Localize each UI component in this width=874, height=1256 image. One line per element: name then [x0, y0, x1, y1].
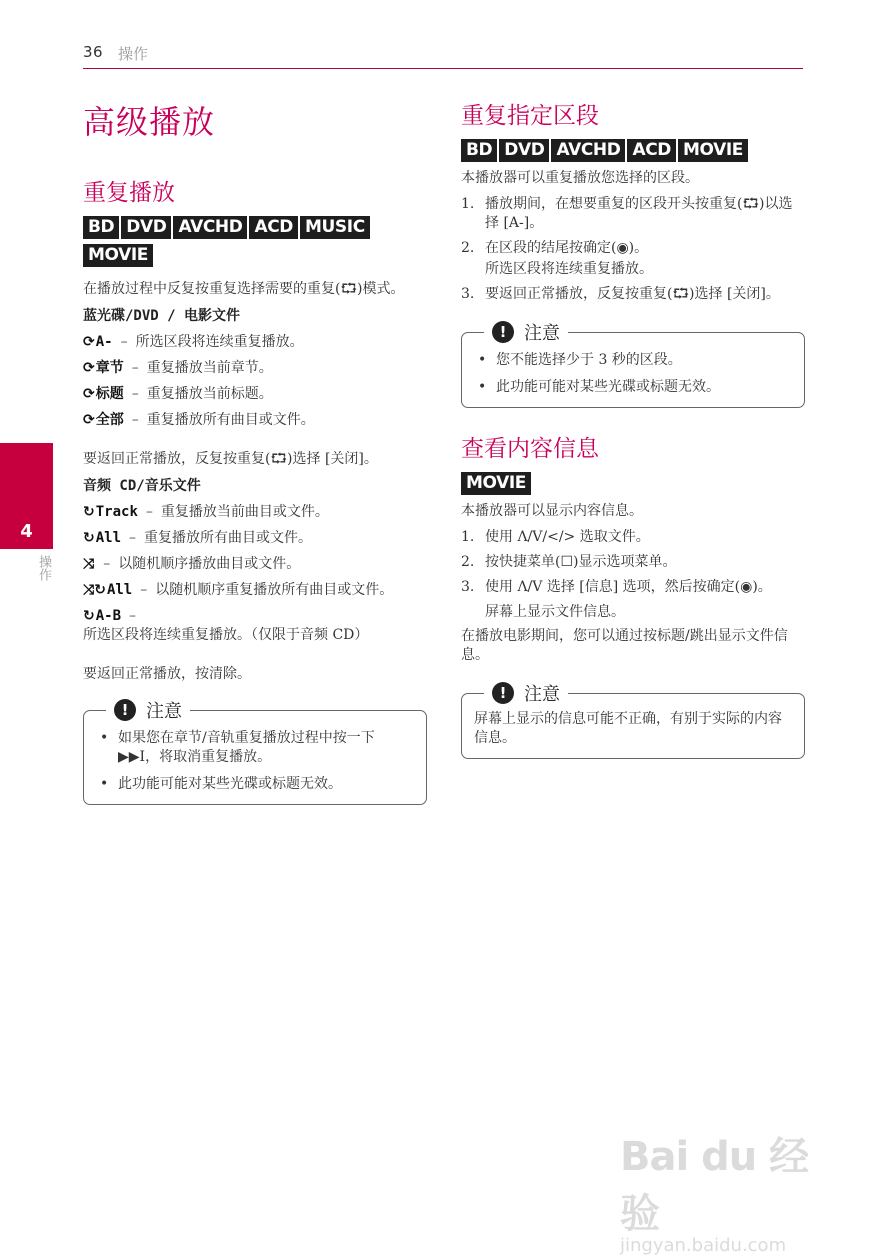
- note-title: 注意: [524, 323, 560, 344]
- item-separator: –: [131, 412, 139, 428]
- step-item: [461, 285, 805, 304]
- step-number: 1.: [461, 196, 475, 212]
- item-text: 重复播放所有曲目或文件。: [146, 412, 315, 428]
- item-separator: –: [131, 386, 139, 402]
- note-title: 注意: [146, 701, 182, 722]
- badge-bd: BD: [461, 139, 497, 162]
- note-item: • 此功能可能对某些光碟或标题无效。: [474, 378, 794, 397]
- note-box: [461, 684, 805, 759]
- item-text: 所选区段将连续重复播放。: [135, 334, 304, 350]
- exclamation-icon: !: [492, 682, 514, 704]
- return-normal-text-2: 要返回正常播放，按清除。: [83, 666, 251, 682]
- step-text: 播放期间，在想要重复的区段开头按重复(⮔)以选择 [A-]。: [485, 196, 793, 231]
- media-badges: [83, 216, 427, 272]
- badge-acd: ACD: [627, 139, 676, 162]
- info-intro: 本播放器可以显示内容信息。: [461, 503, 643, 519]
- bd-subheading: 蓝光碟/DVD / 电影文件: [83, 308, 241, 324]
- step-text: 所选区段将连续重复播放。: [485, 261, 653, 277]
- item-text: 以随机顺序播放曲目或文件。: [118, 556, 301, 572]
- left-column: [83, 100, 427, 805]
- badge-movie: MOVIE: [83, 244, 153, 267]
- note-title: 注意: [524, 684, 560, 705]
- chapter-label: 操作: [36, 555, 51, 581]
- item-label: A-: [95, 334, 113, 350]
- item-text: 重复播放当前章节。: [146, 360, 273, 376]
- page-title: 高级播放: [83, 103, 216, 141]
- list-item: [83, 333, 427, 352]
- step-item: [461, 260, 805, 279]
- item-separator: –: [145, 504, 153, 520]
- shuffle-icon: ⤨: [83, 556, 95, 572]
- note-item: • 您不能选择少于 3 秒的区段。: [474, 351, 794, 370]
- step-number: 3.: [461, 579, 475, 595]
- media-badges: [461, 472, 805, 500]
- step-text: 使用 Λ/V/</> 选取文件。: [485, 529, 650, 545]
- badge-dvd: DVD: [121, 216, 171, 239]
- info-steps: [461, 528, 805, 597]
- repeat-track-icon: ↻: [83, 504, 95, 520]
- list-item: [83, 503, 427, 522]
- step-number: 1.: [461, 529, 475, 545]
- repeat-section-heading: 重复指定区段: [461, 103, 599, 129]
- badge-movie: MOVIE: [678, 139, 748, 162]
- item-text: 以随机顺序重复播放所有曲目或文件。: [155, 582, 394, 598]
- return-normal-text: 要返回正常播放，反复按重复(⮔)选择 [关闭]。: [83, 451, 378, 467]
- list-item: [83, 581, 427, 600]
- list-item: [83, 411, 427, 430]
- note-text: 屏幕上显示的信息可能不正确，有别于实际的内容信息。: [474, 711, 782, 746]
- item-label: 章节: [95, 360, 124, 376]
- header-section-title: 操作: [118, 45, 149, 63]
- repeat-all-icon: ↻: [83, 530, 95, 546]
- watermark-main: Bai du 经验: [620, 1134, 809, 1237]
- exclamation-icon: !: [492, 321, 514, 343]
- list-item: [83, 555, 427, 574]
- repeat-icon: ⟳: [83, 412, 95, 428]
- badge-bd: BD: [83, 216, 119, 239]
- item-separator: –: [120, 334, 128, 350]
- badge-dvd: DVD: [499, 139, 549, 162]
- item-label: A-B: [95, 608, 122, 624]
- step-item: [461, 239, 805, 258]
- step-item: [461, 528, 805, 547]
- item-text: 重复播放当前标题。: [146, 386, 273, 402]
- badge-avchd: AVCHD: [551, 139, 625, 162]
- info-section-heading: 查看内容信息: [461, 436, 599, 462]
- list-item: [83, 607, 427, 645]
- item-separator: –: [129, 530, 137, 546]
- note-header: [484, 681, 568, 705]
- note-item: • 此功能可能对某些光碟或标题无效。: [96, 775, 416, 794]
- shuffle-repeat-icon: ⤨↻: [83, 582, 106, 598]
- repeat-ab-icon: ↻: [83, 608, 95, 624]
- item-label: Track: [95, 504, 138, 520]
- header-divider: [83, 68, 803, 69]
- note-header: [106, 698, 190, 722]
- repeat-icon: ⟳: [83, 386, 95, 402]
- item-separator: –: [131, 360, 139, 376]
- item-text: 重复播放当前曲目或文件。: [160, 504, 329, 520]
- info-after-step: 屏幕上显示文件信息。: [485, 604, 625, 620]
- item-label: 全部: [95, 412, 124, 428]
- note-item: • 如果您在章节/音轨重复播放过程中按一下 ▶▶I，将取消重复播放。: [96, 729, 416, 767]
- item-separator: –: [103, 556, 111, 572]
- repeat-section-intro: 本播放器可以重复播放您选择的区段。: [461, 170, 699, 186]
- info-outro: 在播放电影期间，您可以通过按标题/跳出显示文件信息。: [461, 628, 788, 663]
- list-item: [83, 385, 427, 404]
- item-label: 标题: [95, 386, 124, 402]
- badge-music: MUSIC: [300, 216, 370, 239]
- list-item: [83, 529, 427, 548]
- badge-movie: MOVIE: [461, 472, 531, 495]
- repeat-heading: 重复播放: [83, 180, 175, 206]
- chapter-number: 4: [20, 521, 33, 542]
- cd-subheading: 音频 CD/音乐文件: [83, 478, 201, 494]
- step-text: 要返回正常播放，反复按重复(⮔)选择 [关闭]。: [485, 286, 780, 302]
- badge-acd: ACD: [249, 216, 298, 239]
- step-item: [461, 195, 805, 233]
- list-item: [83, 359, 427, 378]
- item-text: 所选区段将连续重复播放。（仅限于音频 CD）: [83, 627, 369, 643]
- step-item: [461, 553, 805, 572]
- item-text: 重复播放所有曲目或文件。: [144, 530, 313, 546]
- badge-avchd: AVCHD: [173, 216, 247, 239]
- step-text: 在区段的结尾按确定(◉)。: [485, 240, 649, 256]
- exclamation-icon: !: [114, 699, 136, 721]
- step-text: 按快捷菜单(☐)显示选项菜单。: [485, 554, 677, 570]
- page-number: 36: [83, 43, 104, 61]
- repeat-intro: 在播放过程中反复按重复选择需要的重复(⮔)模式。: [83, 281, 405, 297]
- right-column: [461, 100, 805, 759]
- baidu-watermark: [620, 1125, 820, 1256]
- note-box: [83, 701, 427, 805]
- media-badges: [461, 139, 805, 167]
- item-separator: –: [129, 608, 137, 624]
- note-header: [484, 320, 568, 344]
- step-number: 2.: [461, 240, 475, 256]
- item-label: All: [95, 530, 122, 546]
- repeat-steps: [461, 195, 805, 304]
- note-box: [461, 323, 805, 408]
- item-label: All: [106, 582, 133, 598]
- step-number: 2.: [461, 554, 475, 570]
- step-text: 使用 Λ/V 选择 [信息] 选项，然后按确定(◉)。: [485, 579, 772, 595]
- repeat-icon: ⟳: [83, 334, 95, 350]
- repeat-icon: ⟳: [83, 360, 95, 376]
- step-number: 3.: [461, 286, 475, 302]
- watermark-sub: jingyan.baidu.com: [620, 1235, 787, 1256]
- item-separator: –: [140, 582, 148, 598]
- step-item: [461, 578, 805, 597]
